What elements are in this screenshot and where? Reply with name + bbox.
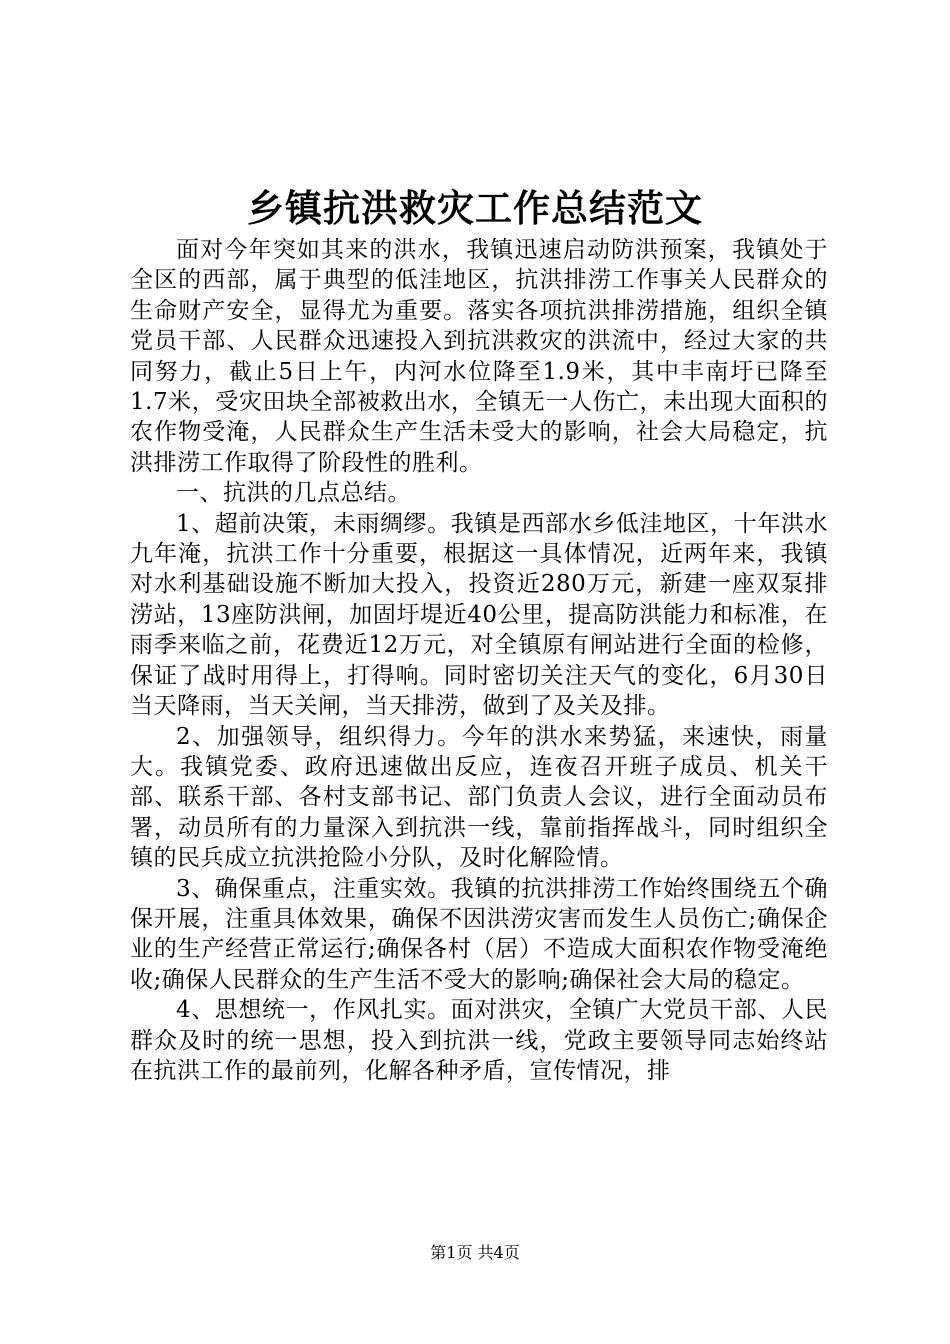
document-body [130, 235, 828, 1086]
page-title: 乡镇抗洪救灾工作总结范文 [247, 186, 703, 230]
paragraph-point-4: 4、思想统一，作风扎实。面对洪灾，全镇广大党员干部、人民群众及时的统一思想，投入到抗洪一线，党政主要领导同志始终站在抗洪工作的最前列，化解各种矛盾，宣传情况，排 [130, 997, 828, 1084]
section-heading: 一、抗洪的几点总结。 [176, 480, 411, 507]
paragraph-intro: 面对今年突如其来的洪水，我镇迅速启动防洪预案，我镇处于全区的西部，属于典型的低洼地区，抗洪排涝工作事关人民群众的生命财产安全，显得尤为重要。落实各项抗洪排涝措施，组织全镇党员干部、人民群众迅速投入到抗洪救灾的洪流中，经过大家的共同努力，截止5日上午，内河水位降至1.9米，其中丰南圩已降至1.7米，受灾田块全部被救出水，全镇无一人伤亡，未出现大面积的农作物受淹，人民群众生产生活未受大的影响，社会大局稳定，抗洪排涝工作取得了阶段性的胜利。 [130, 237, 828, 476]
paragraph-point-1: 1、超前决策，未雨绸缪。我镇是西部水乡低洼地区，十年洪水九年淹，抗洪工作十分重要，根据这一具体情况，近两年来，我镇对水利基础设施不断加大投入，投资近280万元，新建一座双泵排涝站，13座防洪闸，加固圩堤近40公里，提高防洪能力和标准，在雨季来临之前，花费近12万元，对全镇原有闸站进行全面的检修，保证了战时用得上，打得响。同时密切关注天气的变化，6月30日当天降雨，当天关闸，当天排涝，做到了及关及排。 [130, 510, 828, 720]
page-number: 第1页 共4页 [430, 1243, 520, 1262]
paragraph-point-2: 2、加强领导，组织得力。今年的洪水来势猛，来速快，雨量大。我镇党委、政府迅速做出反应，连夜召开班子成员、机关干部、联系干部、各村支部书记、部门负责人会议，进行全面动员布署，动员所有的力量深入到抗洪一线，靠前指挥战斗，同时组织全镇的民兵成立抗洪抢险小分队，及时化解险情。 [130, 723, 828, 872]
paragraph-point-3: 3、确保重点，注重实效。我镇的抗洪排涝工作始终围绕五个确保开展，注重具体效果，确保不因洪涝灾害而发生人员伤亡;确保企业的生产经营正常运行;确保各村（居）不造成大面积农作物受淹绝收;确保人民群众的生产生活不受大的影响;确保社会大局的稳定。 [130, 875, 828, 993]
